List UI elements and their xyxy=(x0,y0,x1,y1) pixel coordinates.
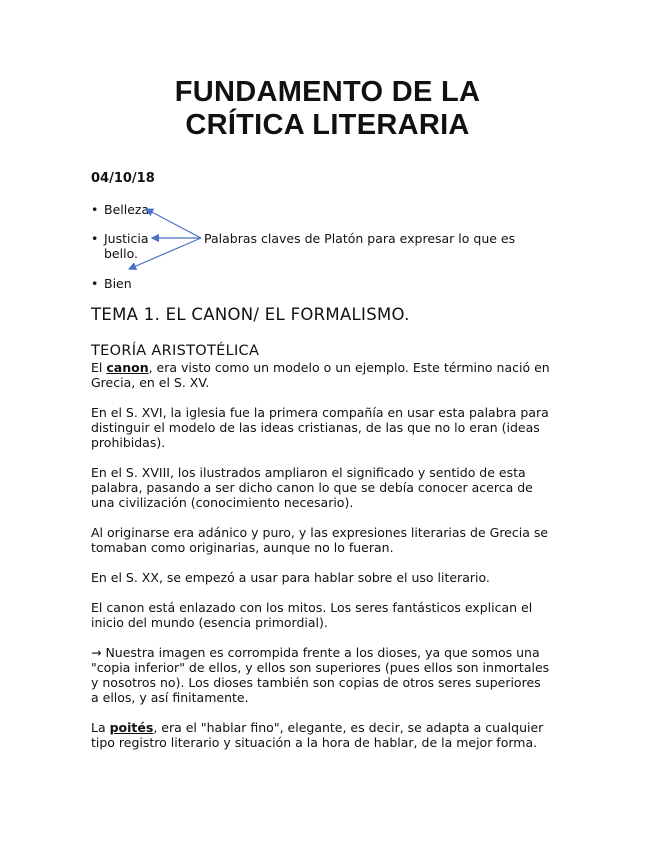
tema-heading: TEMA 1. EL CANON/ EL FORMALISMO. xyxy=(91,305,410,324)
paragraph-origin xyxy=(91,525,571,555)
paragraph-s-xviii xyxy=(91,465,571,510)
paragraph-line: tipo registro literario y situación a la hora de hablar, de la mejor forma. xyxy=(91,735,538,750)
bullet-dot: • xyxy=(91,231,99,246)
paragraph-line: El canon, era visto como un modelo o un ejemplo. Este término nació en xyxy=(91,360,550,375)
paragraph-line: El canon está enlazado con los mitos. Los seres fantásticos explican el xyxy=(91,600,533,615)
paragraph-line: La poités, era el "hablar fino", elegante, es decir, se adapta a cualquier xyxy=(91,720,544,735)
arrow-to-belleza xyxy=(146,209,201,238)
paragraph-line: palabra, pasando a ser dicho canon lo que se debía conocer acerca de xyxy=(91,480,533,495)
paragraph-line: En el S. XVI, la iglesia fue la primera compañía en usar esta palabra para xyxy=(91,405,549,420)
paragraph-s-xx xyxy=(91,570,571,585)
term-canon: canon xyxy=(106,360,149,375)
paragraph-line: Al originarse era adánico y puro, y las expresiones literarias de Grecia se xyxy=(91,525,549,540)
bullet-text: Bien xyxy=(104,276,132,291)
term-poites: poités xyxy=(109,720,154,735)
bullet-text: Justicia xyxy=(104,231,149,246)
bullet-dot: • xyxy=(91,276,99,291)
paragraph-line: "copia inferior" de ellos, y ellos son superiores (pues ellos son inmortales xyxy=(91,660,550,675)
paragraph-line: En el S. XX, se empezó a usar para hablar sobre el uso literario. xyxy=(91,570,490,585)
annotation-text: Palabras claves de Platón para expresar lo que es xyxy=(204,231,516,246)
paragraph-line: distinguir el modelo de las ideas cristianas, de las que no lo eran (ideas xyxy=(91,420,540,435)
paragraph-line: inicio del mundo (esencia primordial). xyxy=(91,615,328,630)
bullet-dot: • xyxy=(91,202,99,217)
paragraph-line: una civilización (conocimiento necesario). xyxy=(91,495,354,510)
paragraph-line: y nosotros no). Los dioses también son copias de otros seres superiores xyxy=(91,675,541,690)
paragraph-line: En el S. XVIII, los ilustrados ampliaron el significado y sentido de esta xyxy=(91,465,526,480)
section-heading: TEORÍA ARISTOTÉLICA xyxy=(91,343,260,359)
paragraph-line: tomaban como originarias, aunque no lo fueran. xyxy=(91,540,394,555)
paragraph-line: a ellos, y así finitamente. xyxy=(91,690,249,705)
title-line-2: CRÍTICA LITERARIA xyxy=(185,109,470,141)
paragraph-s-xvi xyxy=(91,405,571,450)
annotation-continuation: bello. xyxy=(104,246,138,261)
paragraph-line: → Nuestra imagen es corrompida frente a los dioses, ya que somos una xyxy=(91,645,540,660)
arrow-to-bien xyxy=(129,238,201,269)
paragraph-line: Grecia, en el S. XV. xyxy=(91,375,210,390)
paragraph-line: prohibidas). xyxy=(91,435,166,450)
paragraph-mitos xyxy=(91,600,571,630)
date-label: 04/10/18 xyxy=(91,171,155,186)
paragraph-dioses xyxy=(91,645,571,705)
bullet-text: Belleza xyxy=(104,202,150,217)
paragraph-canon xyxy=(91,360,571,390)
paragraph-poites xyxy=(91,720,571,750)
title-line-1: FUNDAMENTO DE LA xyxy=(174,76,481,108)
